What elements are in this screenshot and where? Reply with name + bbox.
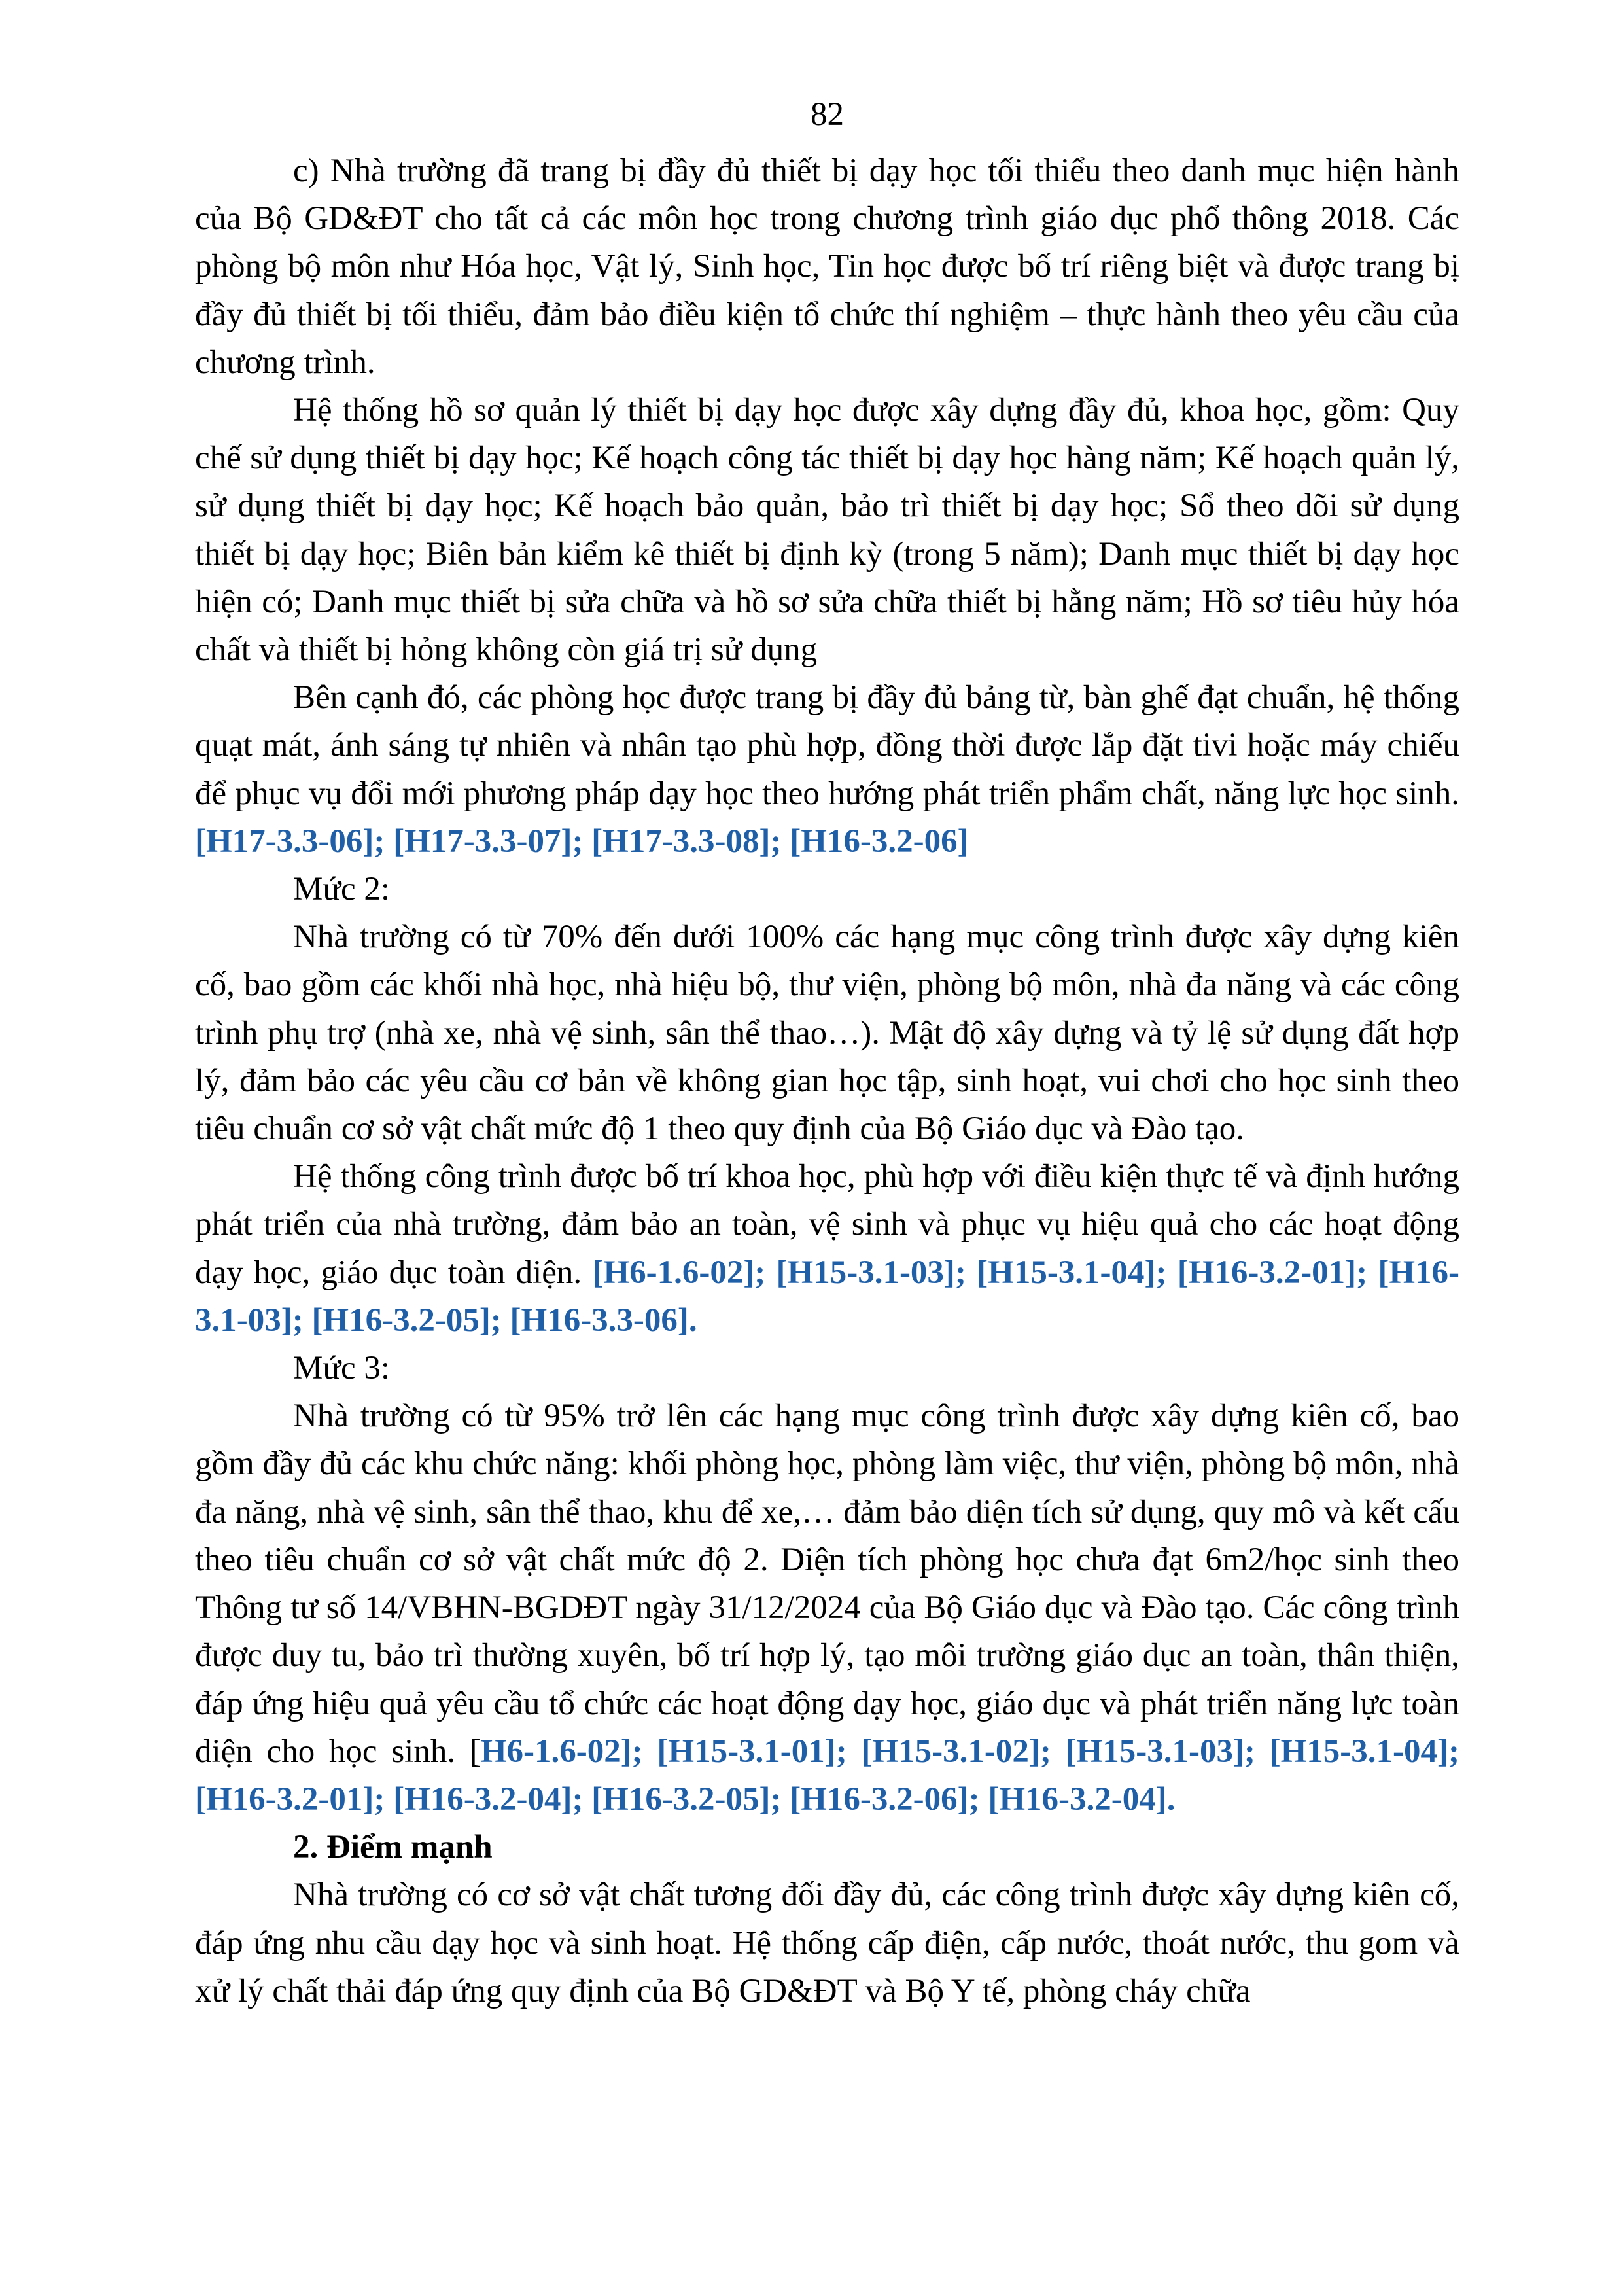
level-3-label <box>195 1345 1459 1392</box>
level-2-label <box>195 866 1459 913</box>
page-number: 82 <box>811 96 844 133</box>
section-heading: 2. Điểm mạnh <box>293 1829 493 1866</box>
paragraph-5 <box>195 913 1459 1153</box>
evidence-reference: [H17-3.3-06]; [H17-3.3-07]; [H17-3.3-08]; [H16-3.2-06] <box>195 822 969 860</box>
paragraph-text: Mức 2: <box>293 871 391 908</box>
paragraph-1 <box>195 147 1459 387</box>
paragraph-2 <box>195 387 1459 674</box>
paragraph-text: c) Nhà trường đã trang bị đầy đủ thiết bị dạy học tối thiểu theo danh mục hiện hành của Bộ GD&ĐT cho tất cả các môn học trong chương trình giáo dục phổ thông 2018. Các phòng bộ môn như Hóa học, Vật lý, Sinh học, Tin học được bố trí riêng biệt và được trang bị đầy đủ thiết bị tối thiểu, đảm bảo điều kiện tổ chức thí nghiệm – thực hành theo yêu cầu của chương trình. <box>195 152 1459 381</box>
evidence-reference: H6-1.6-02]; [H15-3.1-01]; [H15-3.1-02]; [H15-3.1-03]; [H15-3.1-04]; [H16-3.2-01]; [H16-3.2-04]; [H16-3.2-05]; [H16-3.2-06]; [H16-3.2-04]. <box>195 1733 1459 1818</box>
paragraph-6 <box>195 1153 1459 1345</box>
paragraph-strengths: Nhà trường có cơ sở vật chất tương đối đầy đủ, các công trình được xây dựng kiên cố, đáp ứng nhu cầu dạy học và sinh hoạt. Hệ thống cấp điện, cấp nước, thoát nước, thu gom và xử lý chất thải đáp ứng quy định của Bộ GD&ĐT và Bộ Y tế, phòng cháy chữa <box>195 1877 1459 2009</box>
paragraph-3 <box>195 674 1459 866</box>
paragraph-8 <box>195 1392 1459 1824</box>
paragraph-text: Hệ thống hồ sơ quản lý thiết bị dạy học được xây dựng đầy đủ, khoa học, gồm: Quy chế sử dụng thiết bị dạy học; Kế hoạch công tác thiết bị dạy học hàng năm; Kế hoạch quản lý, sử dụng thiết bị dạy học; Kế hoạch bảo quản, bảo trì thiết bị dạy học; Sổ theo dõi sử dụng thiết bị dạy học; Biên bản kiểm kê thiết bị định kỳ (trong 5 năm); Danh mục thiết bị dạy học hiện có; Danh mục thiết bị sửa chữa và hồ sơ sửa chữa thiết bị hằng năm; Hồ sơ tiêu hủy hóa chất và thiết bị hỏng không còn giá trị sử dụng <box>195 392 1459 669</box>
paragraph-text: Hệ thống công trình được bố trí khoa học, phù hợp với điều kiện thực tế và định hướng phát triển của nhà trường, đảm bảo an toàn, vệ sinh và phục vụ hiệu quả cho các hoạt động dạy học, giáo dục toàn diện. <box>195 1158 1459 1291</box>
paragraph-text: Mức 3: <box>293 1350 391 1387</box>
paragraph-text: Nhà trường có từ 95% trở lên các hạng mục công trình được xây dựng kiên cố, bao gồm đầy đủ các khu chức năng: khối phòng học, phòng làm việc, thư viện, phòng bộ môn, nhà đa năng, nhà vệ sinh, sân thể thao, khu để xe,… đảm bảo diện tích sử dụng, quy mô và kết cấu theo tiêu chuẩn cơ sở vật chất mức độ 2. Diện tích phòng học chưa đạt 6m2/học sinh theo Thông tư số 14/VBHN-BGDĐT ngày 31/12/2024 của Bộ Giáo dục và Đào tạo. Các công trình được duy tu, bảo trì thường xuyên, bố trí hợp lý, tạo môi trường giáo dục an toàn, thân thiện, đáp ứng hiệu quả yêu cầu tổ chức các hoạt động dạy học, giáo dục và phát triển năng lực toàn diện cho học sinh. [ <box>195 1398 1459 1770</box>
evidence-reference: [H6-1.6-02]; [H15-3.1-03]; [H15-3.1-04]; [H16-3.2-01]; [H16-3.1-03]; [H16-3.2-05]; [H16-3.3-06]. <box>195 1254 1460 1339</box>
paragraph-text: Bên cạnh đó, các phòng học được trang bị đầy đủ bảng từ, bàn ghế đạt chuẩn, hệ thống quạt mát, ánh sáng tự nhiên và nhân tạo phù hợp, đồng thời được lắp đặt tivi hoặc máy chiếu để phục vụ đổi mới phương pháp dạy học theo hướng phát triển phẩm chất, năng lực học sinh. <box>195 679 1459 812</box>
paragraph-text: Nhà trường có từ 70% đến dưới 100% các hạng mục công trình được xây dựng kiên cố, bao gồm các khối nhà học, nhà hiệu bộ, thư viện, phòng bộ môn, nhà đa năng và các công trình phụ trợ (nhà xe, nhà vệ sinh, sân thể thao…). Mật độ xây dựng và tỷ lệ sử dụng đất hợp lý, đảm bảo các yêu cầu cơ bản về không gian học tập, sinh hoạt, vui chơi cho học sinh theo tiêu chuẩn cơ sở vật chất mức độ 1 theo quy định của Bộ Giáo dục và Đào tạo. <box>195 919 1459 1148</box>
